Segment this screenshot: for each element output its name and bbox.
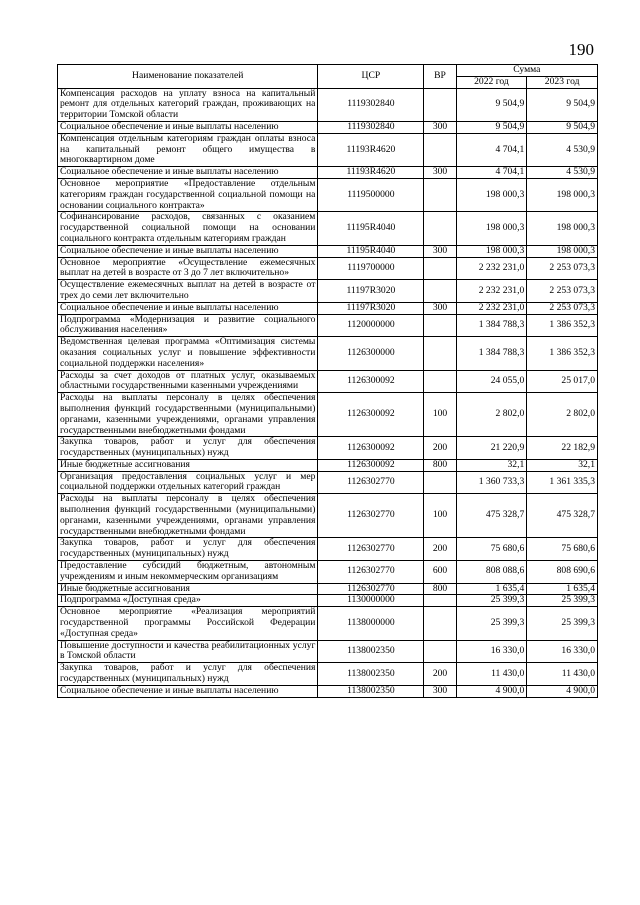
table-row [58, 302, 598, 314]
table-row [58, 257, 598, 280]
row-csr: 1126302770 [318, 471, 424, 494]
row-sum-2022: 11 430,0 [456, 663, 527, 686]
table-row [58, 280, 598, 303]
row-sum-2023: 2 253 073,3 [527, 302, 598, 314]
row-vr: 100 [424, 494, 456, 538]
row-sum-2022: 2 232 231,0 [456, 280, 527, 303]
row-csr: 1119302840 [318, 121, 424, 133]
row-name: Организация предоставления социальных услуг и мер социальной поддержки отдельных категорий граждан [58, 471, 318, 494]
row-vr: 800 [424, 583, 456, 595]
row-sum-2022: 808 088,6 [456, 561, 527, 584]
row-vr: 200 [424, 663, 456, 686]
header-vr: ВР [424, 65, 456, 89]
row-sum-2023: 198 000,3 [527, 212, 598, 245]
row-vr: 200 [424, 538, 456, 561]
row-sum-2023: 4 900,0 [527, 685, 598, 697]
row-csr: 1126302770 [318, 538, 424, 561]
table-row [58, 314, 598, 337]
row-name: Ведомственная целевая программа «Оптимизация системы оказания социальных услуг и повышение эффективности социальной поддержки населения» [58, 337, 318, 370]
row-csr: 1120000000 [318, 314, 424, 337]
row-vr: 300 [424, 245, 456, 257]
header-name: Наименование показателей [58, 65, 318, 89]
row-sum-2022: 9 504,9 [456, 121, 527, 133]
table-row [58, 607, 598, 640]
row-sum-2023: 25 399,3 [527, 595, 598, 607]
row-sum-2023: 25 399,3 [527, 607, 598, 640]
table-row [58, 685, 598, 697]
header-csr: ЦСР [318, 65, 424, 89]
row-vr [424, 640, 456, 663]
table-header-row [58, 65, 598, 77]
row-name: Подпрограмма «Модернизация и развитие социального обслуживания населения» [58, 314, 318, 337]
row-sum-2022: 25 399,3 [456, 607, 527, 640]
row-vr: 300 [424, 121, 456, 133]
table-row [58, 121, 598, 133]
row-sum-2022: 2 232 231,0 [456, 302, 527, 314]
row-sum-2022: 9 504,9 [456, 88, 527, 121]
row-vr: 300 [424, 685, 456, 697]
row-vr [424, 471, 456, 494]
row-sum-2023: 2 253 073,3 [527, 280, 598, 303]
table-row [58, 663, 598, 686]
row-csr: 1126302770 [318, 494, 424, 538]
row-vr [424, 178, 456, 211]
row-csr: 1126300092 [318, 459, 424, 471]
row-sum-2022: 1 384 788,3 [456, 337, 527, 370]
row-name: Социальное обеспечение и иные выплаты населению [58, 245, 318, 257]
row-vr: 300 [424, 302, 456, 314]
row-name: Закупка товаров, работ и услуг для обеспечения государственных (муниципальных) нужд [58, 437, 318, 460]
row-sum-2022: 1 384 788,3 [456, 314, 527, 337]
row-csr: 1126302770 [318, 583, 424, 595]
table-row [58, 245, 598, 257]
row-vr [424, 133, 456, 166]
row-csr: 1126300092 [318, 437, 424, 460]
row-sum-2023: 1 635,4 [527, 583, 598, 595]
row-sum-2022: 2 232 231,0 [456, 257, 527, 280]
row-vr: 600 [424, 561, 456, 584]
header-sum: Сумма [456, 65, 597, 77]
table-row [58, 133, 598, 166]
table-row [58, 437, 598, 460]
row-csr: 1138002350 [318, 685, 424, 697]
row-sum-2022: 198 000,3 [456, 245, 527, 257]
row-sum-2023: 9 504,9 [527, 88, 598, 121]
row-vr [424, 280, 456, 303]
row-vr [424, 337, 456, 370]
row-vr [424, 607, 456, 640]
row-vr [424, 88, 456, 121]
row-csr: 1126300092 [318, 370, 424, 393]
row-csr: 11195R4040 [318, 245, 424, 257]
row-sum-2022: 4 900,0 [456, 685, 527, 697]
row-sum-2023: 9 504,9 [527, 121, 598, 133]
row-csr: 1130000000 [318, 595, 424, 607]
row-sum-2023: 198 000,3 [527, 178, 598, 211]
row-csr: 11197R3020 [318, 280, 424, 303]
row-name: Расходы на выплаты персоналу в целях обеспечения выполнения функций государственными (муниципальными) органами, казенными учреждениями, органами управления государственными внебюджетными фондами [58, 393, 318, 437]
row-name: Закупка товаров, работ и услуг для обеспечения государственных (муниципальных) нужд [58, 538, 318, 561]
row-sum-2022: 475 328,7 [456, 494, 527, 538]
row-sum-2022: 32,1 [456, 459, 527, 471]
row-name: Социальное обеспечение и иные выплаты населению [58, 302, 318, 314]
table-row [58, 561, 598, 584]
row-sum-2023: 25 017,0 [527, 370, 598, 393]
row-name: Основное мероприятие «Осуществление ежемесячных выплат на детей в возрасте от 3 до 7 лет включительно» [58, 257, 318, 280]
table-row [58, 640, 598, 663]
row-name: Иные бюджетные ассигнования [58, 459, 318, 471]
row-sum-2022: 198 000,3 [456, 212, 527, 245]
row-name: Социальное обеспечение и иные выплаты населению [58, 121, 318, 133]
row-csr: 1138002350 [318, 663, 424, 686]
table-row [58, 337, 598, 370]
row-csr: 1126300092 [318, 393, 424, 437]
row-sum-2023: 475 328,7 [527, 494, 598, 538]
table-row [58, 88, 598, 121]
table-row [58, 583, 598, 595]
row-sum-2023: 11 430,0 [527, 663, 598, 686]
row-sum-2023: 1 386 352,3 [527, 314, 598, 337]
budget-table [57, 64, 598, 698]
row-name: Компенсация расходов на уплату взноса на капитальный ремонт для отдельных категорий граждан, проживающих на территории Томской области [58, 88, 318, 121]
row-name: Социальное обеспечение и иные выплаты населению [58, 685, 318, 697]
row-name: Софинансирование расходов, связанных с оказанием государственной социальной помощи на основании социального контракта отдельным категориям граждан [58, 212, 318, 245]
row-csr: 11193R4620 [318, 167, 424, 179]
row-vr [424, 257, 456, 280]
row-sum-2023: 4 530,9 [527, 167, 598, 179]
table-row [58, 459, 598, 471]
row-sum-2022: 16 330,0 [456, 640, 527, 663]
table-row [58, 212, 598, 245]
row-sum-2022: 1 635,4 [456, 583, 527, 595]
row-name: Основное мероприятие «Предоставление отдельным категориям граждан государственной социальной помощи на основании социального контракта» [58, 178, 318, 211]
row-sum-2023: 32,1 [527, 459, 598, 471]
row-sum-2022: 25 399,3 [456, 595, 527, 607]
row-csr: 1119302840 [318, 88, 424, 121]
row-sum-2023: 22 182,9 [527, 437, 598, 460]
table-row [58, 167, 598, 179]
row-sum-2022: 2 802,0 [456, 393, 527, 437]
row-csr: 1138000000 [318, 607, 424, 640]
row-vr [424, 370, 456, 393]
row-sum-2023: 16 330,0 [527, 640, 598, 663]
row-sum-2023: 4 530,9 [527, 133, 598, 166]
row-vr [424, 212, 456, 245]
row-name: Расходы на выплаты персоналу в целях обеспечения выполнения функций государственными (муниципальными) органами, казенными учреждениями, органами управления государственными внебюджетными фондами [58, 494, 318, 538]
table-body [58, 88, 598, 697]
row-sum-2022: 75 680,6 [456, 538, 527, 561]
row-csr: 1119500000 [318, 178, 424, 211]
row-sum-2023: 2 253 073,3 [527, 257, 598, 280]
table-row [58, 393, 598, 437]
row-sum-2023: 808 690,6 [527, 561, 598, 584]
row-vr [424, 314, 456, 337]
row-vr: 200 [424, 437, 456, 460]
table-row [58, 494, 598, 538]
row-vr: 800 [424, 459, 456, 471]
page-number: 190 [568, 40, 594, 59]
row-csr: 1126300000 [318, 337, 424, 370]
row-name: Подпрограмма «Доступная среда» [58, 595, 318, 607]
row-sum-2022: 4 704,1 [456, 133, 527, 166]
row-sum-2023: 198 000,3 [527, 245, 598, 257]
row-sum-2023: 1 361 335,3 [527, 471, 598, 494]
row-vr [424, 595, 456, 607]
row-sum-2023: 2 802,0 [527, 393, 598, 437]
row-name: Иные бюджетные ассигнования [58, 583, 318, 595]
row-vr: 100 [424, 393, 456, 437]
row-name: Компенсация отдельным категориям граждан оплаты взноса на капитальный ремонт общего имущества в многоквартирном доме [58, 133, 318, 166]
row-name: Основное мероприятие «Реализация мероприятий государственной программы Российской Федерации «Доступная среда» [58, 607, 318, 640]
table-row [58, 538, 598, 561]
row-csr: 1138002350 [318, 640, 424, 663]
header-year-2022: 2022 год [456, 76, 527, 88]
row-name: Расходы за счет доходов от платных услуг, оказываемых областными государственными казенными учреждениями [58, 370, 318, 393]
row-sum-2023: 1 386 352,3 [527, 337, 598, 370]
row-name: Закупка товаров, работ и услуг для обеспечения государственных (муниципальных) нужд [58, 663, 318, 686]
header-year-2023: 2023 год [527, 76, 598, 88]
row-csr: 1119700000 [318, 257, 424, 280]
row-csr: 11197R3020 [318, 302, 424, 314]
table-row [58, 178, 598, 211]
row-sum-2022: 198 000,3 [456, 178, 527, 211]
row-name: Предоставление субсидий бюджетным, автономным учреждениям и иным некоммерческим организациям [58, 561, 318, 584]
row-csr: 1126302770 [318, 561, 424, 584]
row-sum-2022: 21 220,9 [456, 437, 527, 460]
row-vr: 300 [424, 167, 456, 179]
row-sum-2022: 1 360 733,3 [456, 471, 527, 494]
row-name: Социальное обеспечение и иные выплаты населению [58, 167, 318, 179]
row-sum-2022: 24 055,0 [456, 370, 527, 393]
row-sum-2023: 75 680,6 [527, 538, 598, 561]
row-name: Повышение доступности и качества реабилитационных услуг в Томской области [58, 640, 318, 663]
table-row [58, 595, 598, 607]
row-name: Осуществление ежемесячных выплат на детей в возрасте от трех до семи лет включительно [58, 280, 318, 303]
table-row [58, 471, 598, 494]
row-csr: 11195R4040 [318, 212, 424, 245]
row-sum-2022: 4 704,1 [456, 167, 527, 179]
row-csr: 11193R4620 [318, 133, 424, 166]
table-row [58, 370, 598, 393]
